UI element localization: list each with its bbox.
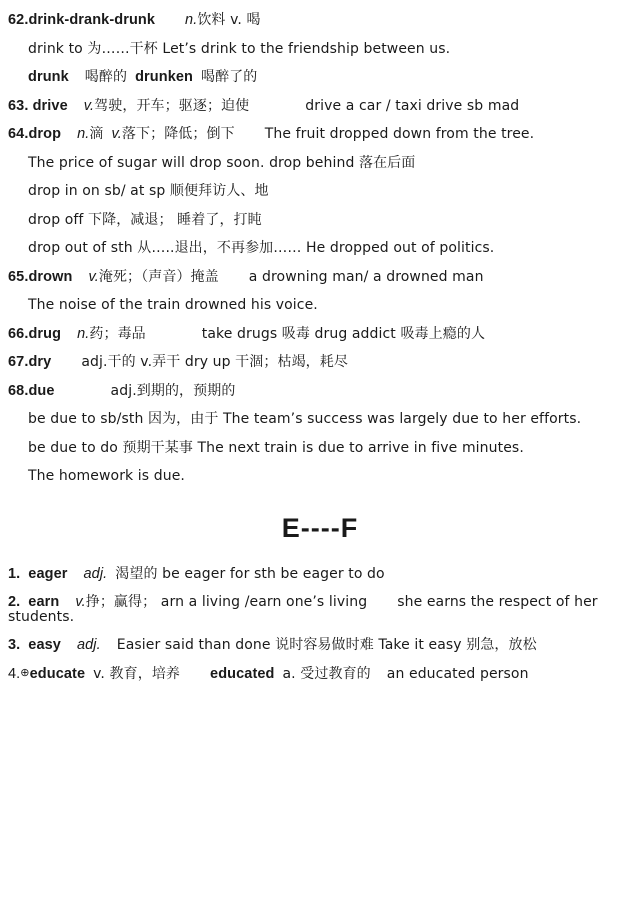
headword-drug: 66.drug — [8, 325, 62, 342]
entry-64-line-2: The price of sugar will drop soon. drop behind 落在后面 — [28, 154, 416, 171]
headword-easy: easy — [28, 637, 61, 653]
headword-drive: 63. drive — [8, 97, 68, 114]
entry-62-line-2: drink to 为……干杯 Let’s drink to the friendship between us. — [28, 40, 451, 57]
headword-dry: 67.dry — [8, 354, 52, 370]
headword-eager: eager — [28, 565, 68, 582]
entry-62-line-3: drunk 喝醉的 drunken 喝醉了的 — [28, 69, 258, 85]
headword-educate: educate — [29, 665, 86, 682]
entry-62-gloss: 饮料 v. 喝 — [197, 12, 261, 28]
entry-f1-line: 1. eager adj. 渴望的 be eager for sth be eager to do — [8, 565, 385, 582]
entry-65-line-1: 65.drown v.淹死；（声音）掩盖 a drowning man/ a drowned man — [8, 268, 484, 285]
entry-68-line-2: be due to sb/sth 因为，由于 The team’s success was largely due to her efforts. — [28, 411, 582, 427]
entry-64-line-4: drop off 下降，减退； 睡着了，打盹 — [28, 211, 262, 228]
form-drunken: drunken — [135, 69, 193, 85]
entry-64-line-1: 64.drop n.滴 v.落下；降低；倒下 The fruit dropped down from the tree. — [8, 126, 535, 142]
headword-drink: 62.drink-drank-drunk — [8, 12, 156, 28]
entry-f4-line: 4.⊕educate v. 教育，培养 educated a. 受过教育的 an educated person — [8, 665, 529, 682]
pos-n: n. — [185, 12, 198, 28]
entry-68-line-1: 68.due adj.到期的，预期的 — [8, 382, 236, 399]
entry-68-line-4: The homework is due. — [28, 468, 185, 484]
entry-64-line-3: drop in on sb/ at sp 顺便拜访人、地 — [28, 183, 269, 199]
headword-drown: 65.drown — [8, 268, 73, 285]
headword-earn: earn — [28, 594, 60, 610]
section-heading: E----F — [281, 512, 359, 543]
entry-f2-line: 2. earn v.挣；赢得； arn a living /earn one’s living she earns the respect of her students. — [8, 594, 598, 625]
entry-63-line-1: 63. drive v.驾驶，开车；驱逐；迫使 drive a car / taxi drive sb mad — [8, 97, 520, 114]
entry-66-line-1: 66.drug n.药；毒品 take drugs 吸毒 drug addict 吸毒上瘾的人 — [8, 325, 486, 342]
degree-icon: ⊕ — [20, 666, 30, 679]
entry-67-line-1: 67.dry adj.干的 v.弄干 dry up 干涸；枯竭，耗尽 — [8, 354, 348, 370]
entry-62-line-1 — [8, 6, 632, 35]
entry-64-line-5: drop out of sth 从…..退出，不再参加…… He dropped out of politics. — [28, 240, 495, 256]
pos-v: v. — [83, 97, 95, 114]
headword-drop: 64.drop — [8, 126, 62, 142]
entry-f3-line: 3. easy adj. Easier said than done 说时容易做时难 Take it easy 别急，放松 — [8, 637, 537, 653]
form-drunk: drunk — [28, 69, 69, 85]
entry-68-line-3: be due to do 预期干某事 The next train is due to arrive in five minutes. — [28, 439, 524, 456]
entry-65-line-2: The noise of the train drowned his voice. — [28, 297, 318, 313]
form-educated: educated — [210, 665, 275, 682]
headword-due: 68.due — [8, 382, 55, 399]
